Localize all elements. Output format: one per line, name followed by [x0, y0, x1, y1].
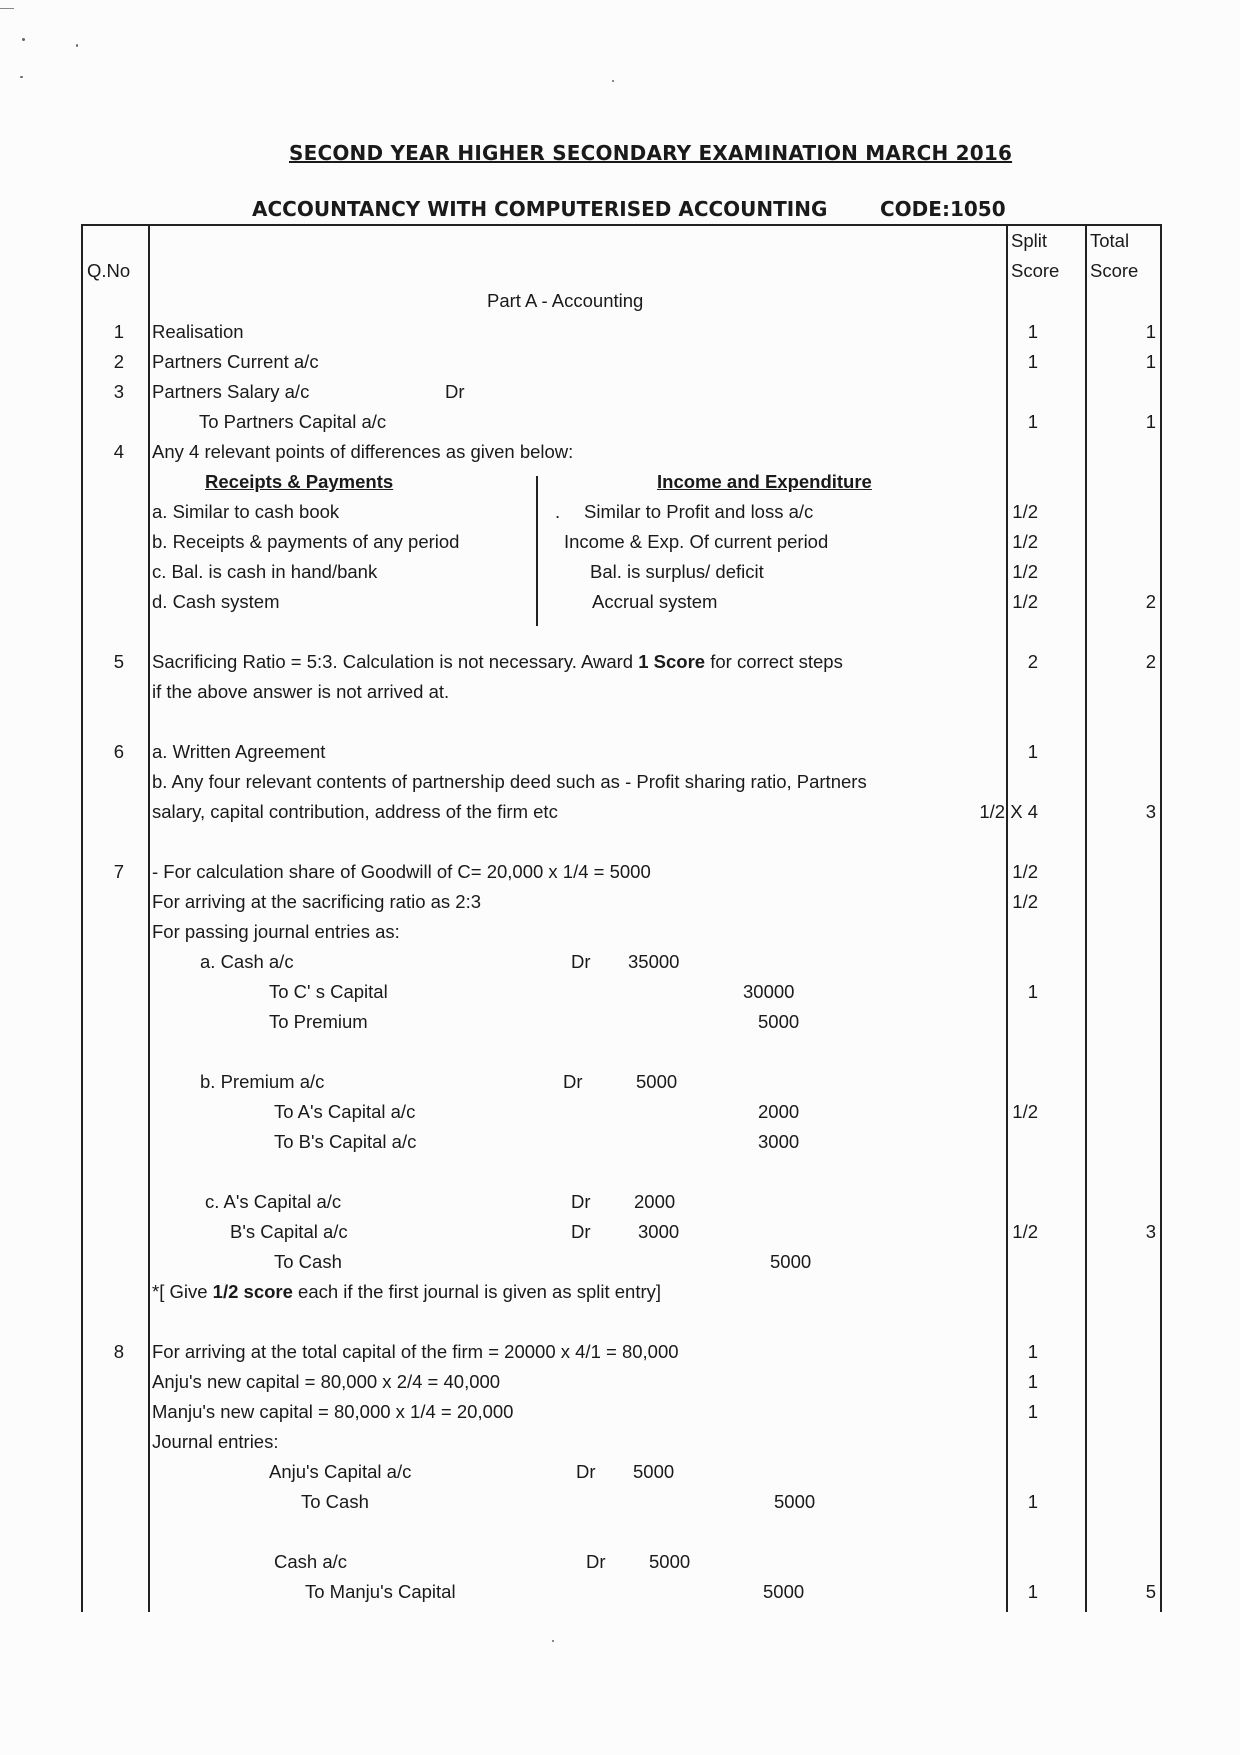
- answer-key-table: [81, 224, 1161, 1612]
- total-score-header-line2: Score: [1090, 260, 1139, 281]
- table-row: *[ Give 1/2 score each if the first journal is given as split entry]: [152, 1281, 662, 1302]
- table-row: 5 Sacrificing Ratio = 5:3. Calculation is not necessary. Award 1 Score for correct steps 2 2: [113, 651, 1156, 672]
- table-row: To A's Capital a/c 2000 1/2: [274, 1101, 1038, 1122]
- table-row: 1 Realisation 1 1: [113, 321, 1156, 342]
- table-row: a. Similar to cash book . Similar to Profit and loss a/c 1/2: [152, 501, 1038, 522]
- table-row: 3 Partners Salary a/c Dr: [113, 381, 465, 402]
- table-row: To Premium 5000: [269, 1011, 800, 1032]
- table-row: if the above answer is not arrived at.: [152, 681, 450, 702]
- table-row: b. Premium a/c Dr 5000: [200, 1071, 678, 1092]
- subject-code: CODE:1050: [880, 197, 1006, 221]
- table-row: salary, capital contribution, address of the firm etc 1/2 X 4 3: [152, 801, 1156, 822]
- table-row: 6 a. Written Agreement 1: [113, 741, 1038, 762]
- table-row: c. A's Capital a/c Dr 2000: [205, 1191, 676, 1212]
- table-row: Anju's new capital = 80,000 x 2/4 = 40,000 1: [152, 1371, 1038, 1392]
- table-row: Anju's Capital a/c Dr 5000: [269, 1461, 675, 1482]
- table-row: a. Cash a/c Dr 35000: [200, 951, 680, 972]
- table-row: To Cash 5000: [274, 1251, 812, 1272]
- table-row: Manju's new capital = 80,000 x 1/4 = 20,000 1: [152, 1401, 1038, 1422]
- exam-title: SECOND YEAR HIGHER SECONDARY EXAMINATION MARCH 2016: [289, 141, 1013, 165]
- table-row: Journal entries:: [152, 1431, 279, 1452]
- split-score-header-line1: Split: [1011, 230, 1047, 251]
- table-row: 7 - For calculation share of Goodwill of C= 20,000 x 1/4 = 5000 1/2: [113, 861, 1038, 882]
- table-row: d. Cash system Accrual system 1/2 2: [152, 591, 1156, 612]
- table-row: For passing journal entries as:: [152, 921, 400, 942]
- table-row: 2 Partners Current a/c 1 1: [113, 351, 1156, 372]
- table-row: 8 For arriving at the total capital of the firm = 20000 x 4/1 = 80,000 1: [113, 1341, 1038, 1362]
- table-row: Cash a/c Dr 5000: [274, 1551, 691, 1572]
- total-score-header-line1: Total: [1090, 230, 1130, 251]
- part-title: Part A - Accounting: [487, 290, 644, 311]
- table-top-border: [81, 224, 1161, 226]
- table-row: To Partners Capital a/c 1 1: [199, 411, 1156, 432]
- table-row: For arriving at the sacrificing ratio as 2:3 1/2: [152, 891, 1038, 912]
- qno-header: Q.No: [87, 260, 131, 281]
- table-row: 4 Any 4 relevant points of differences as given below:: [113, 441, 574, 462]
- table-row: To B's Capital a/c 3000: [274, 1131, 800, 1152]
- table-row: b. Any four relevant contents of partnership deed such as - Profit sharing ratio, Partners: [152, 771, 867, 792]
- split-score-header-line2: Score: [1011, 260, 1060, 281]
- table-row: c. Bal. is cash in hand/bank Bal. is surplus/ deficit 1/2: [152, 561, 1038, 582]
- table-row: B's Capital a/c Dr 3000 1/2 3: [230, 1221, 1156, 1242]
- table-row: To C' s Capital 30000 1: [269, 981, 1038, 1002]
- table-row: To Cash 5000 1: [301, 1491, 1038, 1512]
- subject-title: ACCOUNTANCY WITH COMPUTERISED ACCOUNTING: [252, 197, 828, 221]
- table-row: b. Receipts & payments of any period Income & Exp. Of current period 1/2: [152, 531, 1038, 552]
- table-row: Receipts & Payments Income and Expenditure: [205, 471, 872, 492]
- table-row: To Manju's Capital 5000 1 5: [305, 1581, 1156, 1602]
